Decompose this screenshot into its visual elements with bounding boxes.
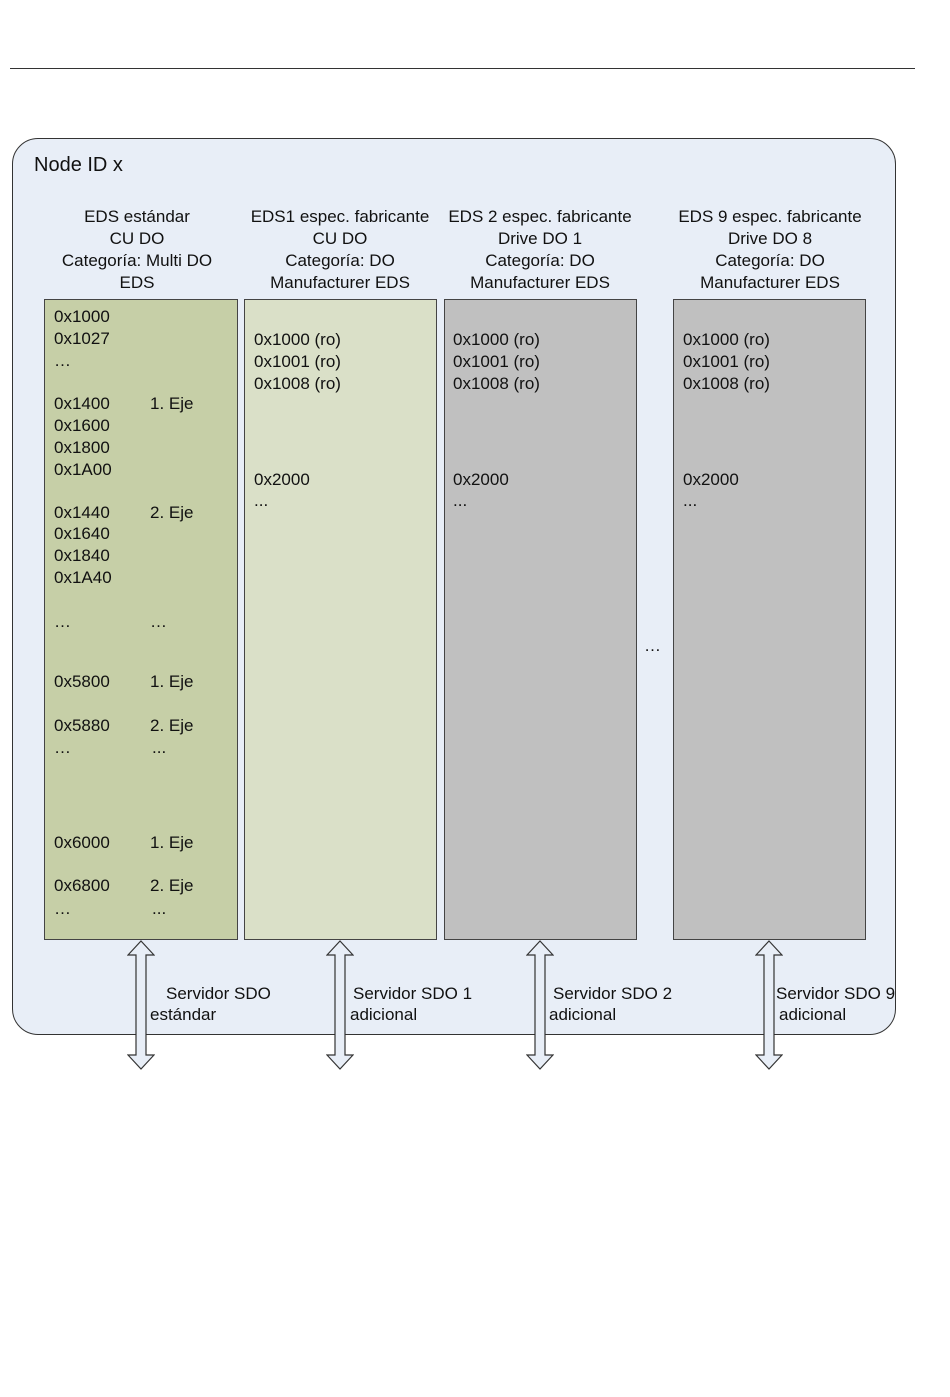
- axis-label: 2. Eje: [150, 876, 194, 895]
- sdo-server-label: adicional: [779, 1005, 847, 1024]
- address-entry: 0x1400: [54, 394, 110, 413]
- axis-label: 2. Eje: [150, 503, 194, 522]
- ellipsis: …: [54, 612, 71, 631]
- axis-label: 1. Eje: [150, 833, 194, 852]
- address-entry: 0x6800: [54, 876, 110, 895]
- address-entry: 0x1840: [54, 546, 110, 565]
- eds1-box: [244, 299, 437, 940]
- axis-label: 1. Eje: [150, 672, 194, 691]
- address-entry: 0x1000 (ro): [683, 330, 770, 349]
- column-header-eds-standard: EDS estándar CU DO Categoría: Multi DO EDS: [61, 207, 213, 292]
- sdo-server-label: Servidor SDO: [166, 984, 271, 1003]
- axis-label: 2. Eje: [150, 716, 194, 735]
- ellipsis: ...: [254, 491, 269, 510]
- axis-label: 1. Eje: [150, 394, 194, 413]
- address-entry: 0x1008 (ro): [254, 374, 341, 393]
- address-entry: 0x1008 (ro): [453, 374, 540, 393]
- address-entry: 0x1600: [54, 416, 110, 435]
- address-entry: 0x1A40: [54, 568, 112, 587]
- sdo-server-label: estándar: [150, 1005, 217, 1024]
- ellipsis: …: [54, 738, 71, 757]
- address-entry: 0x5800: [54, 672, 110, 691]
- address-entry: 0x1A00: [54, 460, 112, 479]
- eds2-box: [444, 299, 637, 940]
- address-entry: 0x1001 (ro): [683, 352, 770, 371]
- ellipsis: ...: [453, 491, 468, 510]
- address-entry: 0x1000 (ro): [254, 330, 341, 349]
- address-entry: 0x1001 (ro): [453, 352, 540, 371]
- ellipsis: …: [150, 612, 167, 631]
- column-header-eds1: EDS1 espec. fabricante CU DO Categoría: DO Manufacturer EDS: [250, 207, 430, 292]
- address-entry: 0x6000: [54, 833, 110, 852]
- eds9-box: [673, 299, 866, 940]
- address-entry: 0x1008 (ro): [683, 374, 770, 393]
- sdo-server-label: Servidor SDO 1: [353, 984, 473, 1003]
- node-title: Node ID x: [34, 154, 123, 176]
- address-entry: 0x2000: [453, 470, 509, 489]
- address-entry: 0x2000: [683, 470, 739, 489]
- column-header-eds2: EDS 2 espec. fabricante Drive DO 1 Categoría: DO Manufacturer EDS: [448, 207, 632, 292]
- sdo-server-label: adicional: [350, 1005, 418, 1024]
- ellipsis: ...: [152, 738, 167, 757]
- address-entry: 0x2000: [254, 470, 310, 489]
- column-header-eds9: EDS 9 espec. fabricante Drive DO 8 Categoría: DO Manufacturer EDS: [678, 207, 862, 292]
- sdo-server-label: Servidor SDO 9: [776, 984, 896, 1003]
- ellipsis: ...: [683, 491, 698, 510]
- ellipsis: …: [54, 899, 71, 918]
- address-entry: 0x1440: [54, 503, 110, 522]
- ellipsis: ...: [152, 899, 167, 918]
- address-entry: 0x1000 (ro): [453, 330, 540, 349]
- ellipsis: …: [54, 351, 71, 370]
- address-entry: 0x1800: [54, 438, 110, 457]
- sdo-server-label: adicional: [549, 1005, 617, 1024]
- address-entry: 0x1001 (ro): [254, 352, 341, 371]
- address-entry: 0x1027: [54, 329, 110, 348]
- between-ellipsis: …: [644, 636, 661, 655]
- address-entry: 0x5880: [54, 716, 110, 735]
- address-entry: 0x1640: [54, 524, 110, 543]
- address-entry: 0x1000: [54, 307, 110, 326]
- sdo-server-label: Servidor SDO 2: [553, 984, 673, 1003]
- top-rule: [10, 68, 915, 69]
